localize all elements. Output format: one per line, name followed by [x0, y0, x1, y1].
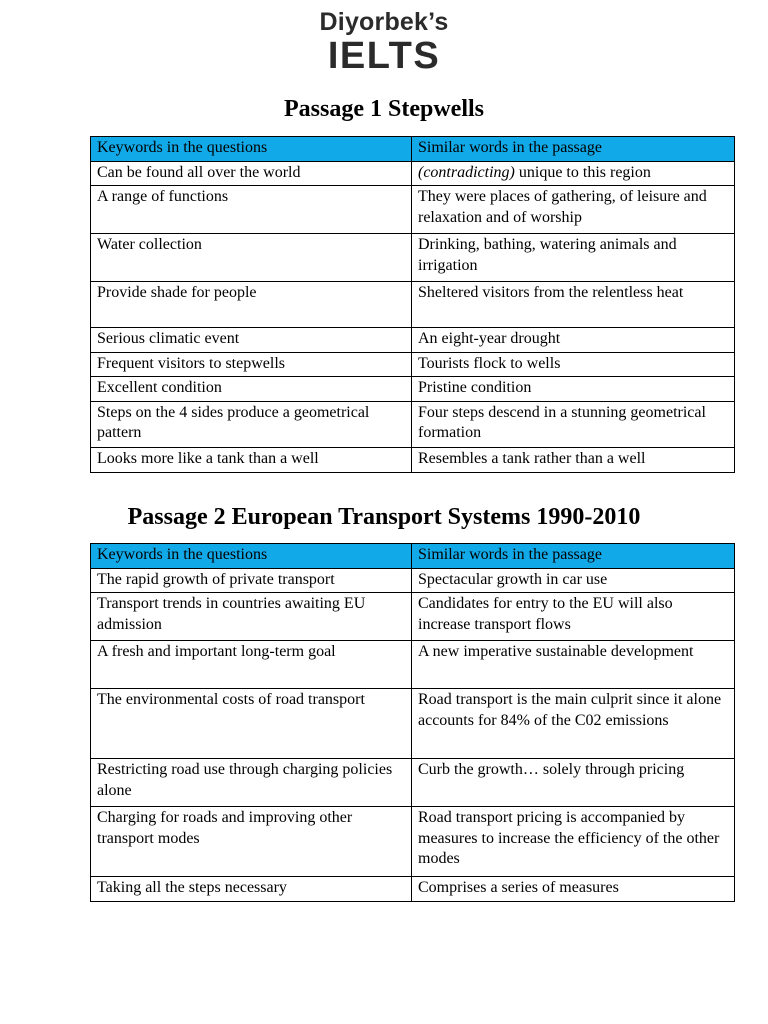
- question-keyword: Frequent visitors to stepwells: [91, 352, 412, 377]
- table-row: [91, 641, 735, 689]
- passage-2-table: [90, 543, 735, 902]
- table-row: [91, 328, 735, 353]
- contradicting-note: (contradicting): [418, 163, 515, 181]
- question-keyword: Provide shade for people: [91, 282, 412, 328]
- table-row: [91, 401, 735, 447]
- question-keyword: Charging for roads and improving other transport modes: [91, 807, 412, 877]
- header-keywords: Keywords in the questions: [91, 137, 412, 162]
- passage-phrase: Resembles a tank rather than a well: [412, 447, 735, 472]
- passage-phrase: Sheltered visitors from the relentless heat: [412, 282, 735, 328]
- passage-1-table: [90, 136, 735, 473]
- question-keyword: Serious climatic event: [91, 328, 412, 353]
- table-row: [91, 282, 735, 328]
- table-row: [91, 877, 735, 902]
- passage-phrase: Curb the growth… solely through pricing: [412, 759, 735, 807]
- table-row: [91, 568, 735, 593]
- table-row: [91, 352, 735, 377]
- question-keyword: Looks more like a tank than a well: [91, 447, 412, 472]
- question-keyword: A range of functions: [91, 186, 412, 234]
- question-keyword: Restricting road use through charging policies alone: [91, 759, 412, 807]
- table-header-row: [91, 544, 735, 569]
- table-header-row: [91, 137, 735, 162]
- passage-phrase: Road transport pricing is accompanied by measures to increase the efficiency of the other modes: [412, 807, 735, 877]
- table-row: [91, 377, 735, 402]
- table-row: [91, 759, 735, 807]
- passage-phrase: Spectacular growth in car use: [412, 568, 735, 593]
- header-keywords: Keywords in the questions: [91, 544, 412, 569]
- question-keyword: Can be found all over the world: [91, 161, 412, 186]
- passage-phrase: Candidates for entry to the EU will also increase transport flows: [412, 593, 735, 641]
- table-row: [91, 593, 735, 641]
- passage-1-title: Passage 1 Stepwells: [284, 96, 484, 122]
- passage-phrase: Drinking, bathing, watering animals and irrigation: [412, 234, 735, 282]
- question-keyword: Excellent condition: [91, 377, 412, 402]
- question-keyword: Steps on the 4 sides produce a geometrical pattern: [91, 401, 412, 447]
- question-keyword: The environmental costs of road transport: [91, 689, 412, 759]
- brand-logo: [0, 8, 768, 76]
- brand-name: Diyorbek’s: [319, 8, 449, 36]
- table-row: [91, 186, 735, 234]
- table-row: [91, 161, 735, 186]
- passage-phrase: (contradicting) unique to this region: [412, 161, 735, 186]
- passage-phrase: Comprises a series of measures: [412, 877, 735, 902]
- passage-phrase: A new imperative sustainable development: [412, 641, 735, 689]
- header-similar-words: Similar words in the passage: [412, 137, 735, 162]
- question-keyword: A fresh and important long-term goal: [91, 641, 412, 689]
- passage-2-title: Passage 2 European Transport Systems 1990-2010: [127, 504, 641, 530]
- table-row: [91, 234, 735, 282]
- question-keyword: Taking all the steps necessary: [91, 877, 412, 902]
- header-similar-words: Similar words in the passage: [412, 544, 735, 569]
- question-keyword: Transport trends in countries awaiting EU admission: [91, 593, 412, 641]
- passage-phrase: An eight-year drought: [412, 328, 735, 353]
- question-keyword: Water collection: [91, 234, 412, 282]
- passage-phrase: Pristine condition: [412, 377, 735, 402]
- passage-phrase: Tourists flock to wells: [412, 352, 735, 377]
- table-row: [91, 447, 735, 472]
- question-keyword: The rapid growth of private transport: [91, 568, 412, 593]
- passage-phrase: Road transport is the main culprit since it alone accounts for 84% of the C02 emissions: [412, 689, 735, 759]
- passage-phrase: They were places of gathering, of leisure and relaxation and of worship: [412, 186, 735, 234]
- passage-phrase: Four steps descend in a stunning geometrical formation: [412, 401, 735, 447]
- table-row: [91, 807, 735, 877]
- brand-ielts: IELTS: [327, 35, 441, 77]
- table-row: [91, 689, 735, 759]
